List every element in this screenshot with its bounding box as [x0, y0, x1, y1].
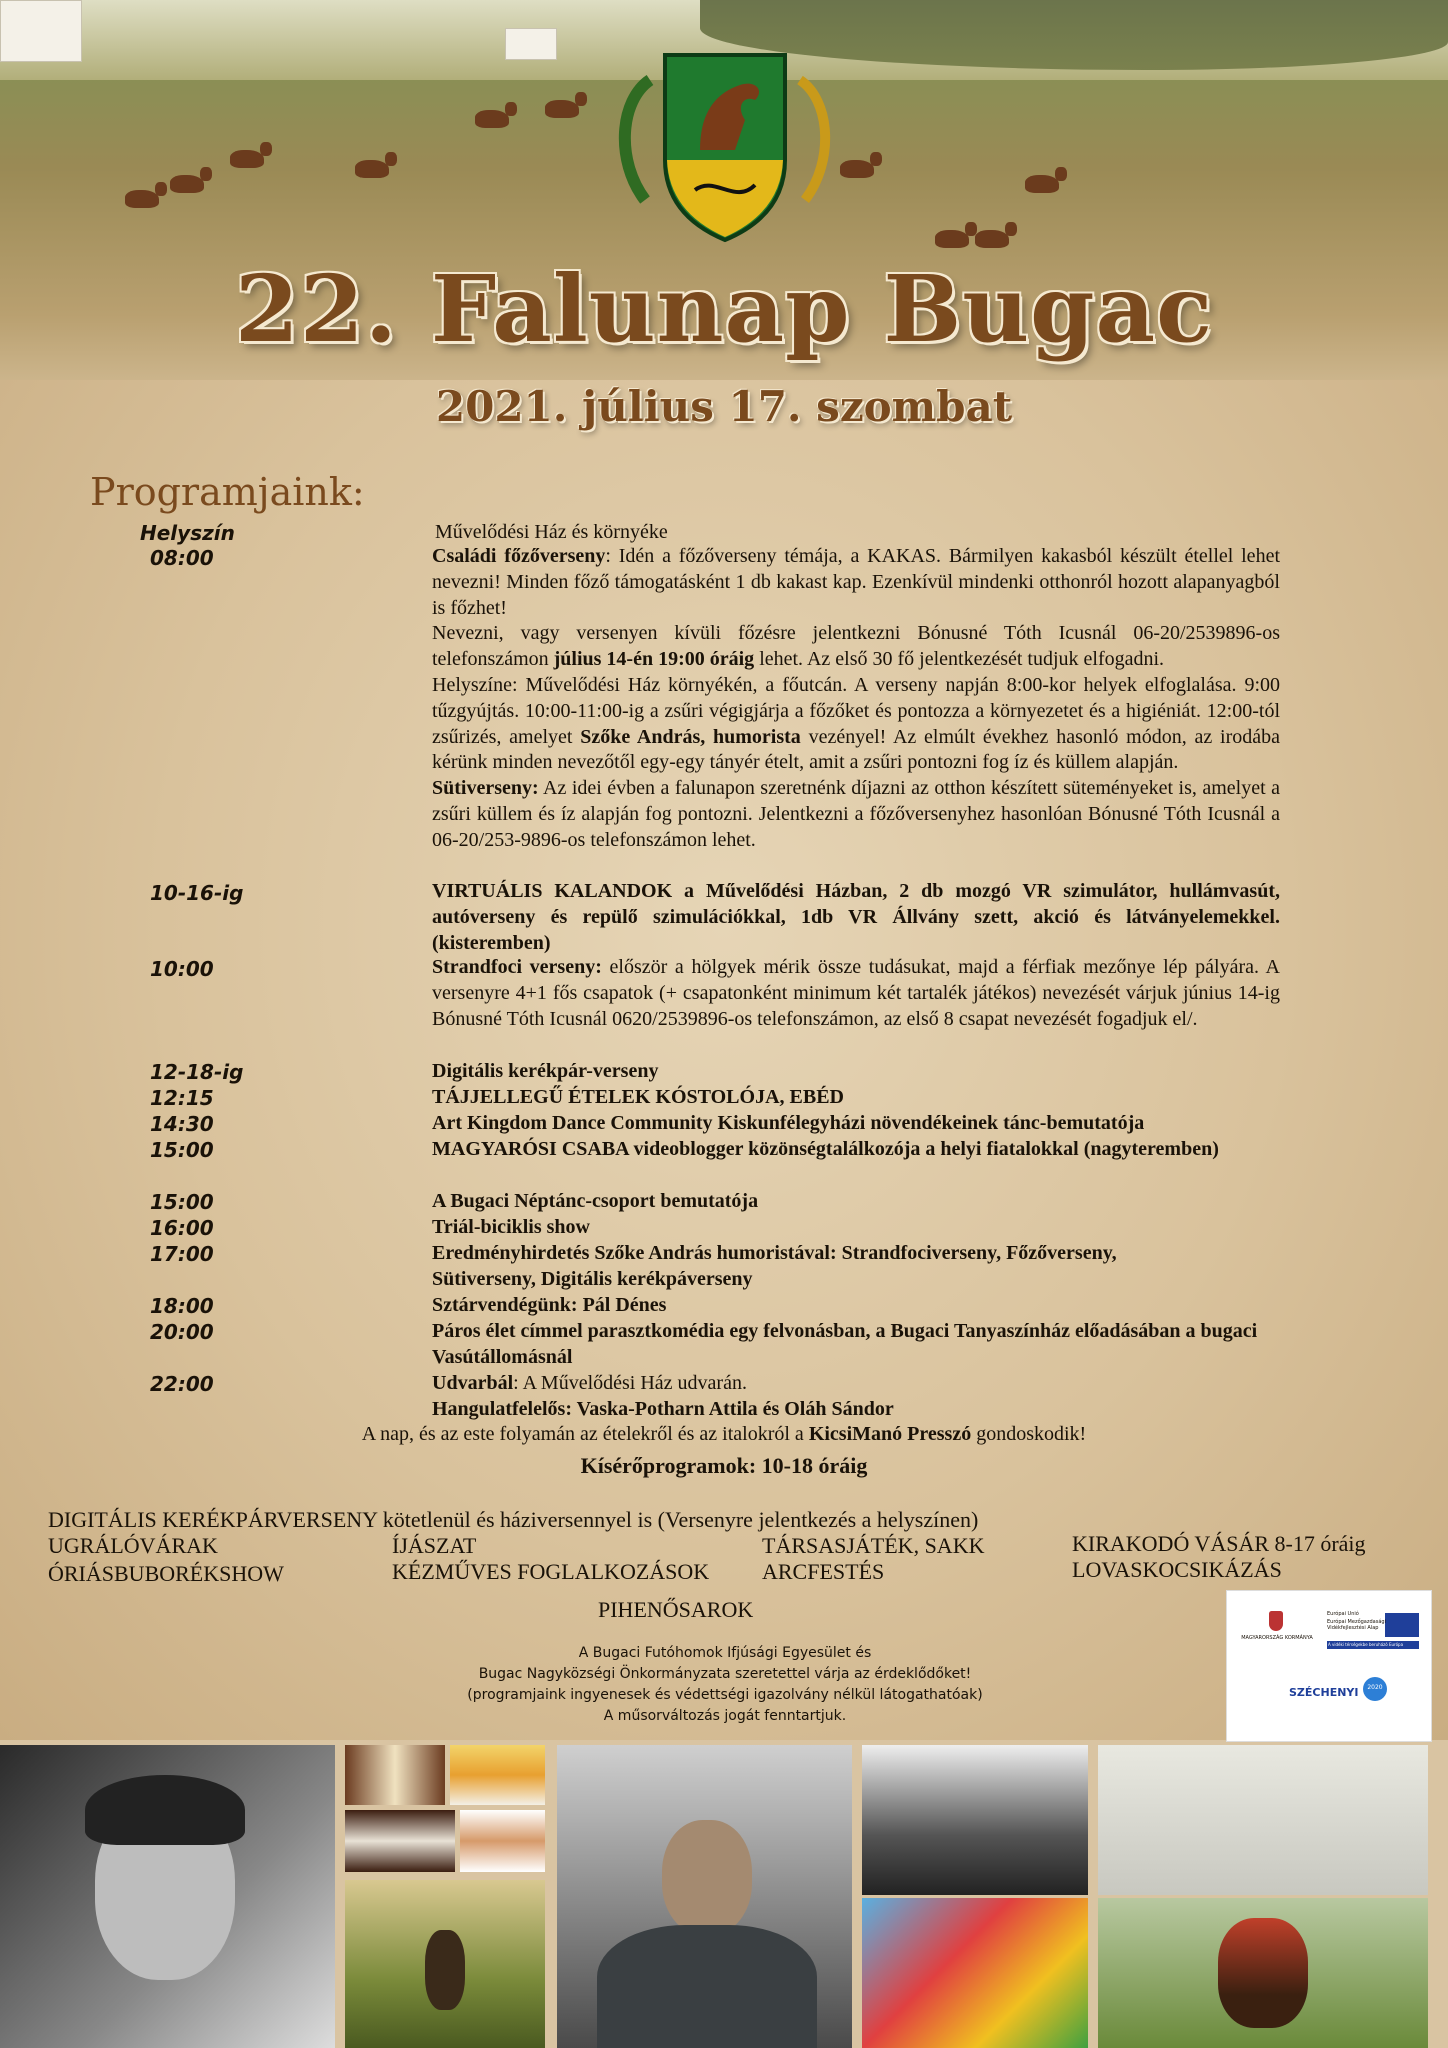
- side-program-item: ARCFESTÉS: [762, 1559, 885, 1584]
- digital-bike-race: Digitális kerékpár-verseny: [432, 1060, 659, 1082]
- footer-line: Bugac Nagyközségi Önkormányzata szeretettel várja az érdeklődőket!: [478, 1666, 972, 1682]
- eu-flag-icon: [1385, 1613, 1419, 1637]
- side-program-item: KÉZMŰVES FOGLALKOZÁSOK: [392, 1559, 710, 1584]
- courtyard-ball-title: Udvarbál: [432, 1372, 514, 1394]
- horse-figure: [230, 150, 264, 168]
- cooking-judge: Szőke András, humorista: [580, 725, 801, 748]
- cake-contest-title: Sütiverseny:: [432, 777, 539, 800]
- presso-name: KicsiManó Presszó: [808, 1423, 972, 1445]
- schedule-time: 15:00: [150, 1190, 214, 1214]
- food-note: [0, 1423, 1448, 1446]
- photo-vr-simulator: [862, 1745, 1088, 1895]
- bugac-coat-of-arms: [605, 40, 845, 260]
- trial-bike-show: Triál-biciklis show: [432, 1216, 590, 1238]
- theatre-comedy: Páros élet címmel parasztkomédia egy felvonásban, a Bugaci Tanyaszínház előadásában a bugaci Vasútállomásnál: [432, 1320, 1258, 1368]
- side-program-item: KIRAKODÓ VÁSÁR 8-17 óráig: [1072, 1531, 1366, 1556]
- photo-comedian: [0, 1745, 335, 2048]
- schedule-time: 10:00: [150, 957, 214, 981]
- cooking-location-text: Helyszíne: Művelődési Ház környékén, a főutcán. A verseny napján 8:00-kor helyek elfoglalása. 9:00 tűzgyújtás. 10:00-11:00-ig a zsűri végigjárja a főzőket és pontozza a környezetet és a higiéniát. 12:00-tól zsűrizés, amelyet: [432, 673, 1280, 748]
- horse-figure: [975, 230, 1009, 248]
- horse-figure: [125, 190, 159, 208]
- organizer-note: [380, 1643, 1070, 1727]
- courtyard-ball-text: : A Művelődési Ház udvarán.: [513, 1372, 747, 1394]
- dance-show: Art Kingdom Dance Community Kiskunfélegyházi növendékeinek tánc-bemutatója: [432, 1112, 1145, 1134]
- location-label: Helyszín: [140, 521, 235, 545]
- eu-slogan: A vidéki térségekbe beruházó Európa: [1328, 1642, 1404, 1647]
- event-date: 2021. július 17. szombat: [435, 382, 1013, 431]
- schedule-time: 22:00: [150, 1372, 214, 1396]
- photo-cakes-1: [345, 1745, 445, 1805]
- cooking-signup-text: Nevezni, vagy versenyen kívüli főzésre jelentkezni Bónusné Tóth Icusnál 06-20/2539896-os telefonszámon: [432, 622, 1280, 671]
- gov-label: MAGYARORSZÁG KORMÁNYA: [1241, 1635, 1313, 1641]
- beach-football: [432, 955, 1280, 1032]
- farmhouse-small: [505, 28, 557, 60]
- footer-line: A műsorváltozás jogát fenntartjuk.: [603, 1708, 847, 1724]
- digital-bike-line: DIGITÁLIS KERÉKPÁRVERSENY kötetlenül és háziversennyel is (Versenyre jelentkezés a helyszínen): [48, 1507, 979, 1532]
- eu-fund-label: Európai Mezőgazdasági Vidékfejlesztési Alap: [1327, 1619, 1386, 1631]
- schedule-time: 17:00: [150, 1242, 214, 1266]
- schedule-time: 10-16-ig: [150, 881, 244, 905]
- funding-logos: [1226, 1590, 1432, 1742]
- photo-bouncy-castle: [862, 1898, 1088, 2048]
- schedule-time: 15:00: [150, 1138, 214, 1162]
- videoblogger-meetup: MAGYARÓSI CSABA videoblogger közönségtalálkozója a helyi fiatalokkal (nagyteremben): [432, 1138, 1219, 1160]
- courtyard-ball: [432, 1371, 1280, 1397]
- location-value: Művelődési Ház és környéke: [435, 521, 668, 543]
- side-program-item: ÍJÁSZAT: [392, 1533, 477, 1558]
- photo-cakes-3: [345, 1810, 455, 1872]
- side-program-item: TÁRSASJÁTÉK, SAKK: [762, 1533, 985, 1558]
- photo-actor: [557, 1745, 852, 2048]
- cooking-signup-text-end: lehet. Az első 30 fő jelentkezését tudjuk elfogadni.: [754, 648, 1165, 671]
- photo-rooster: [1098, 1745, 1428, 1895]
- food-tasting: TÁJJELLEGŰ ÉTELEK KÓSTOLÓJA, EBÉD: [432, 1086, 844, 1108]
- schedule-time: 18:00: [150, 1294, 214, 1318]
- face-shape: [662, 1820, 752, 1935]
- footer-line: (programjaink ingyenesek és védettségi igazolvány nélkül látogathatóak): [467, 1687, 983, 1703]
- farmhouse: [0, 0, 82, 62]
- beach-football-text: először a hölgyek mérik össze tudásukat, majd a férfiak mezőnye lép pályára. A versenyre 4+1 fős csapatok (+ csapatonként minimum két tartalék játékos) nevezését várjuk június 14-ig Bónusné Tóth Icusnál 0620/2539896-os telefonszámon, az első 8 csapat nevezését fogadjuk el/.: [432, 956, 1280, 1030]
- schedule-time: 08:00: [150, 546, 214, 570]
- photo-cakes-4: [460, 1810, 545, 1872]
- rest-corner: PIHENŐSAROK: [598, 1597, 754, 1622]
- horse-figure: [935, 230, 969, 248]
- side-programs-heading: Kísérőprogramok: 10-18 óráig: [580, 1453, 868, 1478]
- rooster-shape: [1218, 1918, 1308, 2028]
- shirt-shape: [597, 1925, 817, 2048]
- eu-label: Európai Unió: [1327, 1611, 1359, 1617]
- side-program-item: LOVASKOCSIKÁZÁS: [1072, 1557, 1282, 1582]
- hungary-crest-icon: [1269, 1611, 1283, 1631]
- cooking-contest-title: Családi főzőverseny: [432, 545, 606, 567]
- award-ceremony: Eredményhirdetés Szőke András humoristával: Strandfociverseny, Főzőverseny, Sütiverseny, Digitális kerékpáverseny: [432, 1242, 1117, 1290]
- schedule-time: 14:30: [150, 1112, 214, 1136]
- schedule-time: 20:00: [150, 1320, 214, 1344]
- horse-figure: [840, 160, 874, 178]
- folk-dance: A Bugaci Néptánc-csoport bemutatója: [432, 1190, 759, 1212]
- footer-line: A Bugaci Futóhomok Ifjúsági Egyesület és: [578, 1645, 872, 1661]
- cooking-location-text-end: vezényel! Az elmúlt évekhez hasonló módon, az irodába kérünk minden nevezőtől egy-egy tányér ételt, amit a zsűri pontozni fog íz és küllem alapján.: [432, 725, 1280, 774]
- photo-rooster-2: [1098, 1898, 1428, 2048]
- horse-figure: [170, 175, 204, 193]
- cake-contest-text: Az idei évben a falunapon szeretnénk díjazni az otthon készített süteményeket is, amelyet a zsűri küllem és íz alapján fog pontozni. Jelentkezni a főzőversenyhez hasonlóan Bónusné Tóth Icusnál a 06-20/253-9896-os telefonszámon lehet.: [432, 777, 1280, 851]
- horse-figure: [545, 100, 579, 118]
- food-note-text-end: gondoskodik!: [971, 1423, 1087, 1445]
- szechenyi-year: 2020: [1367, 1684, 1383, 1691]
- photo-cakes-2: [450, 1745, 545, 1805]
- horse-figure: [1025, 175, 1059, 193]
- photo-archer: [345, 1880, 545, 2048]
- rider-shape: [425, 1930, 465, 2010]
- program-heading: Programjaink:: [90, 470, 365, 514]
- cooking-contest-text: : Idén a főzőverseny témája, a KAKAS. Bármilyen kakasból készült étellel lehet nevezni! Minden főző támogatásként 1 db kakast kap. Ezenkívül mindenki otthonról hozott alapanyagból is főzhet!: [432, 545, 1280, 619]
- horse-figure: [475, 110, 509, 128]
- side-program-item: UGRÁLÓVÁRAK: [48, 1533, 218, 1558]
- horse-figure: [355, 160, 389, 178]
- food-note-text: A nap, és az este folyamán az ételekről és az italokról a: [361, 1423, 809, 1445]
- schedule-time: 12:15: [150, 1086, 214, 1110]
- hair-shape: [85, 1775, 245, 1845]
- side-program-item: ÓRIÁSBUBORÉKSHOW: [48, 1561, 284, 1586]
- mood-hosts: Hangulatfelelős: Vaska-Potharn Attila és Oláh Sándor: [432, 1398, 894, 1420]
- schedule-time: 16:00: [150, 1216, 214, 1240]
- cooking-deadline: július 14-én 19:00 óráig: [553, 648, 755, 671]
- beach-football-title: Strandfoci verseny:: [432, 956, 602, 978]
- star-guest: Sztárvendégünk: Pál Dénes: [432, 1294, 667, 1316]
- vr-adventure: VIRTUÁLIS KALANDOK a Művelődési Házban, 2 db mozgó VR szimulátor, hullámvasút, autóverseny és repülő szimulációkkal, 1db VR Állvány szett, akció és látványelemekkel. (kisteremben): [432, 880, 1280, 954]
- schedule-time: 12-18-ig: [150, 1060, 244, 1084]
- event-title: 22. Falunap Bugac: [234, 255, 1214, 363]
- szechenyi-label: SZÉCHENYI: [1289, 1686, 1359, 1699]
- cooking-contest-description: [432, 544, 1280, 854]
